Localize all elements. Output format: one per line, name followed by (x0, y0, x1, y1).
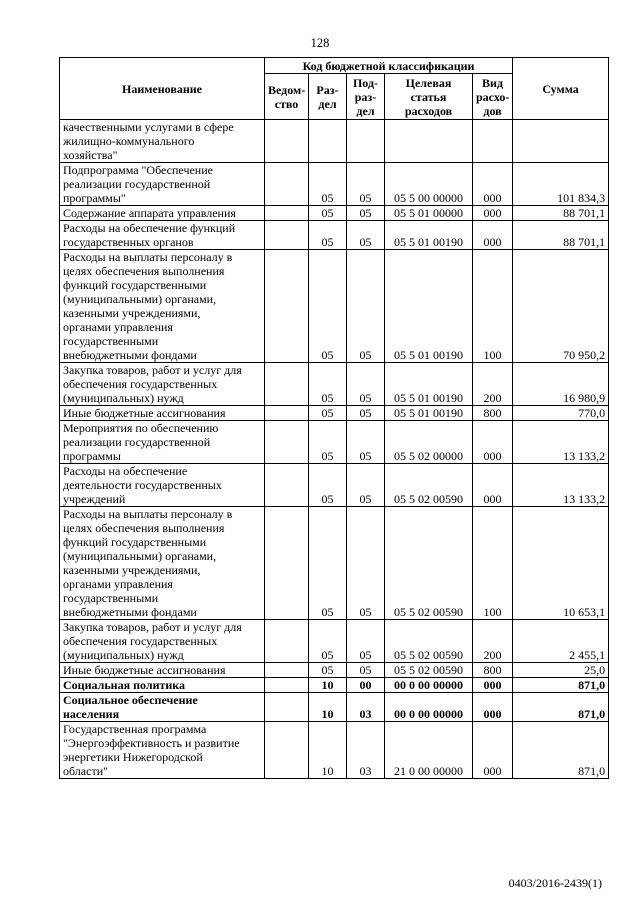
row-vid-cell: 800 (473, 663, 513, 678)
table-row (60, 421, 609, 464)
row-celevaya-cell: 05 5 01 00190 (385, 363, 473, 406)
row-podrazdel-cell: 05 (347, 206, 385, 221)
row-razdel-cell: 05 (309, 620, 347, 663)
row-celevaya-cell: 00 0 00 00000 (385, 678, 473, 693)
header-vid: Вид расхо- дов (473, 74, 513, 120)
row-summa-cell: 70 950,2 (513, 250, 609, 363)
row-vid-cell: 000 (473, 464, 513, 507)
row-razdel-cell: 05 (309, 663, 347, 678)
row-podrazdel-cell: 05 (347, 250, 385, 363)
row-vedomstvo-cell (265, 722, 309, 779)
header-vedomstvo: Ведом- ство (265, 74, 309, 120)
row-podrazdel-cell: 05 (347, 620, 385, 663)
row-summa-cell: 770,0 (513, 406, 609, 421)
row-name-cell: Иные бюджетные ассигнования (60, 663, 265, 678)
table-row (60, 693, 609, 722)
row-vid-cell: 000 (473, 678, 513, 693)
row-razdel-cell (309, 120, 347, 163)
row-podrazdel-cell: 05 (347, 464, 385, 507)
row-vedomstvo-cell (265, 678, 309, 693)
table-row (60, 363, 609, 406)
row-razdel-cell: 05 (309, 507, 347, 620)
table-row (60, 678, 609, 693)
row-celevaya-cell: 05 5 02 00000 (385, 421, 473, 464)
row-name-cell: Закупка товаров, работ и услуг для обеспечения государственных (муниципальных) нужд (60, 620, 265, 663)
row-summa-cell: 871,0 (513, 722, 609, 779)
row-name-cell: Мероприятия по обеспечению реализации государственной программы (60, 421, 265, 464)
row-summa-cell: 2 455,1 (513, 620, 609, 663)
row-summa-cell: 13 133,2 (513, 421, 609, 464)
row-vid-cell: 000 (473, 163, 513, 206)
page-number: 128 (310, 36, 330, 50)
row-celevaya-cell: 05 5 01 00190 (385, 406, 473, 421)
header-name: Наименование (60, 58, 265, 120)
row-podrazdel-cell: 05 (347, 421, 385, 464)
row-summa-cell (513, 120, 609, 163)
row-podrazdel-cell: 05 (347, 363, 385, 406)
document-code: 0403/2016-2439(1) (508, 876, 602, 890)
row-razdel-cell: 05 (309, 206, 347, 221)
row-name-cell: Социальная политика (60, 678, 265, 693)
row-vid-cell: 000 (473, 693, 513, 722)
row-celevaya-cell: 00 0 00 00000 (385, 693, 473, 722)
row-razdel-cell: 10 (309, 722, 347, 779)
row-name-cell: Социальное обеспечение населения (60, 693, 265, 722)
table-row (60, 120, 609, 163)
row-name-cell: Иные бюджетные ассигнования (60, 406, 265, 421)
table-row (60, 620, 609, 663)
table-row (60, 250, 609, 363)
table-row (60, 722, 609, 779)
row-vedomstvo-cell (265, 620, 309, 663)
row-summa-cell: 25,0 (513, 663, 609, 678)
row-vedomstvo-cell (265, 221, 309, 250)
row-razdel-cell: 10 (309, 693, 347, 722)
row-name-cell: качественными услугами в сфере жилищно-коммунального хозяйства" (60, 120, 265, 163)
row-vedomstvo-cell (265, 663, 309, 678)
row-celevaya-cell: 05 5 01 00190 (385, 250, 473, 363)
row-vid-cell: 100 (473, 507, 513, 620)
row-vedomstvo-cell (265, 406, 309, 421)
table-row (60, 406, 609, 421)
row-vedomstvo-cell (265, 464, 309, 507)
table-body (60, 120, 609, 779)
row-razdel-cell: 05 (309, 421, 347, 464)
row-celevaya-cell: 05 5 02 00590 (385, 620, 473, 663)
row-vedomstvo-cell (265, 693, 309, 722)
row-name-cell: Закупка товаров, работ и услуг для обеспечения государственных (муниципальных) нужд (60, 363, 265, 406)
row-vid-cell: 200 (473, 363, 513, 406)
row-summa-cell: 13 133,2 (513, 464, 609, 507)
row-name-cell: Государственная программа "Энергоэффективность и развитие энергетики Нижегородской области" (60, 722, 265, 779)
header-podrazdel: Под- раз- дел (347, 74, 385, 120)
table-row (60, 507, 609, 620)
row-celevaya-cell: 05 5 01 00000 (385, 206, 473, 221)
budget-table (59, 57, 609, 779)
row-podrazdel-cell: 05 (347, 663, 385, 678)
header-razdel: Раз- дел (309, 74, 347, 120)
row-summa-cell: 88 701,1 (513, 206, 609, 221)
row-celevaya-cell: 05 5 02 00590 (385, 464, 473, 507)
row-summa-cell: 101 834,3 (513, 163, 609, 206)
row-vedomstvo-cell (265, 120, 309, 163)
row-vid-cell: 100 (473, 250, 513, 363)
row-podrazdel-cell: 05 (347, 507, 385, 620)
table-row (60, 163, 609, 206)
row-celevaya-cell: 05 5 02 00590 (385, 507, 473, 620)
row-vedomstvo-cell (265, 250, 309, 363)
row-razdel-cell: 05 (309, 464, 347, 507)
row-celevaya-cell: 21 0 00 00000 (385, 722, 473, 779)
header-celevaya: Целевая статья расходов (385, 74, 473, 120)
row-vid-cell: 000 (473, 221, 513, 250)
header-code-group: Код бюджетной классификации (265, 58, 513, 74)
row-summa-cell: 10 653,1 (513, 507, 609, 620)
row-name-cell: Подпрограмма "Обеспечение реализации государственной программы" (60, 163, 265, 206)
table-row (60, 464, 609, 507)
row-vid-cell (473, 120, 513, 163)
row-podrazdel-cell: 03 (347, 722, 385, 779)
row-name-cell: Расходы на выплаты персоналу в целях обеспечения выполнения функций государственными (муниципальными) органами, казенными учреждениями, органами управления государственными внебюджетными фондами (60, 507, 265, 620)
row-name-cell: Расходы на выплаты персоналу в целях обеспечения выполнения функций государственными (муниципальными) органами, казенными учреждениями, органами управления государственными внебюджетными фондами (60, 250, 265, 363)
table-row (60, 221, 609, 250)
row-celevaya-cell (385, 120, 473, 163)
row-podrazdel-cell: 05 (347, 221, 385, 250)
row-name-cell: Содержание аппарата управления (60, 206, 265, 221)
row-vedomstvo-cell (265, 507, 309, 620)
row-celevaya-cell: 05 5 02 00590 (385, 663, 473, 678)
row-vid-cell: 200 (473, 620, 513, 663)
row-vedomstvo-cell (265, 421, 309, 464)
row-vid-cell: 000 (473, 722, 513, 779)
table-row (60, 663, 609, 678)
header-summa: Сумма (513, 58, 609, 120)
row-podrazdel-cell (347, 120, 385, 163)
row-razdel-cell: 05 (309, 250, 347, 363)
row-vid-cell: 800 (473, 406, 513, 421)
row-razdel-cell: 05 (309, 163, 347, 206)
row-summa-cell: 871,0 (513, 678, 609, 693)
row-name-cell: Расходы на обеспечение функций государственных органов (60, 221, 265, 250)
row-podrazdel-cell: 03 (347, 693, 385, 722)
row-celevaya-cell: 05 5 00 00000 (385, 163, 473, 206)
table-row (60, 206, 609, 221)
row-vid-cell: 000 (473, 421, 513, 464)
row-summa-cell: 871,0 (513, 693, 609, 722)
row-razdel-cell: 05 (309, 221, 347, 250)
row-razdel-cell: 05 (309, 406, 347, 421)
row-vedomstvo-cell (265, 363, 309, 406)
row-summa-cell: 16 980,9 (513, 363, 609, 406)
row-vid-cell: 000 (473, 206, 513, 221)
row-podrazdel-cell: 00 (347, 678, 385, 693)
row-razdel-cell: 10 (309, 678, 347, 693)
row-summa-cell: 88 701,1 (513, 221, 609, 250)
row-podrazdel-cell: 05 (347, 406, 385, 421)
row-vedomstvo-cell (265, 163, 309, 206)
row-podrazdel-cell: 05 (347, 163, 385, 206)
row-celevaya-cell: 05 5 01 00190 (385, 221, 473, 250)
row-razdel-cell: 05 (309, 363, 347, 406)
row-name-cell: Расходы на обеспечение деятельности государственных учреждений (60, 464, 265, 507)
row-vedomstvo-cell (265, 206, 309, 221)
